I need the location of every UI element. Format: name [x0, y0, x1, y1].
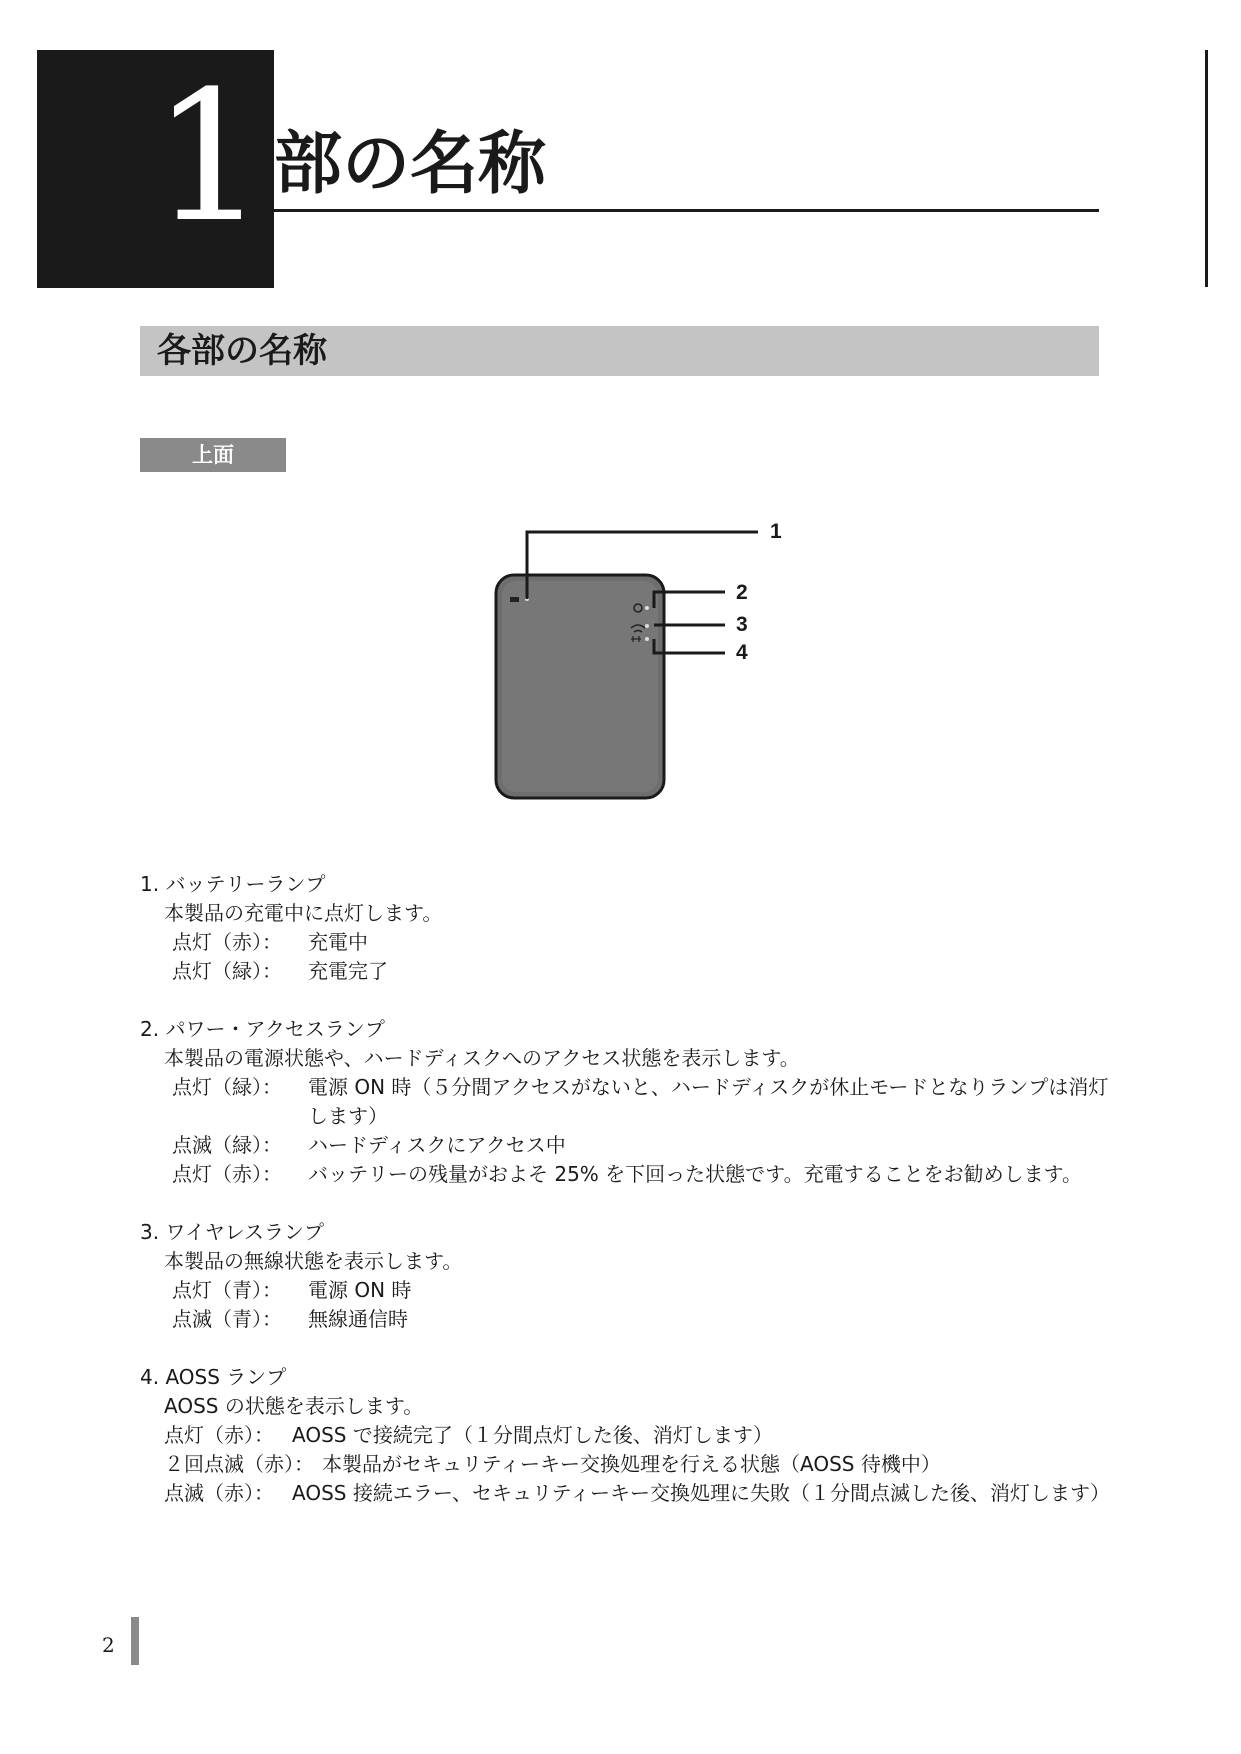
chapter-title: 部の名称: [274, 125, 547, 204]
state-text: 充電中: [308, 930, 368, 954]
state-row: [140, 1450, 1110, 1479]
state-text: ハードディスクにアクセス中: [308, 1133, 566, 1157]
state-label: 点灯（赤）：: [164, 1423, 274, 1447]
state-row: [140, 1160, 1110, 1189]
item-description: 本製品の充電中に点灯します。: [164, 901, 443, 925]
callout-3: 3: [736, 613, 748, 636]
state-text: 電源 ON 時: [308, 1278, 412, 1302]
item-battery-lamp: [140, 870, 1110, 986]
state-label: 点灯（青）：: [172, 1278, 282, 1302]
state-label: 点灯（緑）：: [172, 959, 282, 983]
state-row: [140, 1131, 1110, 1160]
state-row: [140, 928, 1110, 957]
state-text: バッテリーの残量がおよそ 25% を下回った状態です。充電することをお勧めします。: [308, 1162, 1082, 1186]
item-aoss-lamp: [140, 1363, 1110, 1508]
state-row: [140, 1305, 1110, 1334]
state-label: 点灯（緑）：: [172, 1075, 282, 1099]
item-description: AOSS の状態を表示します。: [164, 1394, 424, 1418]
page-number: 2: [102, 1633, 115, 1657]
device-diagram: [480, 515, 800, 815]
state-row: [140, 1421, 1110, 1450]
state-label: 点灯（赤）：: [172, 930, 282, 954]
state-text: 本製品がセキュリティーキー交換処理を行える状態（AOSS 待機中）: [322, 1452, 941, 1476]
state-label: ２回点滅（赤）：: [164, 1452, 314, 1476]
state-label: 点滅（赤）：: [164, 1481, 274, 1505]
state-text: 無線通信時: [308, 1307, 408, 1331]
wireless-lamp: [645, 624, 649, 628]
state-label: 点滅（緑）：: [172, 1133, 282, 1157]
state-text: 電源 ON 時（５分間アクセスがないと、ハードディスクが休止モードとなりランプは消灯します）: [308, 1075, 1109, 1128]
state-row: [140, 1073, 1110, 1131]
section-title: 各部の名称: [157, 331, 327, 371]
callout-4: 4: [736, 641, 748, 664]
state-row: [140, 1479, 1110, 1508]
state-text: AOSS 接続エラー、セキュリティーキー交換処理に失敗（１分間点滅した後、消灯します）: [292, 1481, 1111, 1505]
item-description: 本製品の無線状態を表示します。: [164, 1249, 463, 1273]
chapter-number: 1: [152, 53, 267, 262]
state-label: 点灯（赤）：: [172, 1162, 282, 1186]
edge-rule: [1205, 50, 1208, 287]
state-text: AOSS で接続完了（１分間点灯した後、消灯します）: [292, 1423, 773, 1447]
item-title: 3. ワイヤレスランプ: [140, 1220, 325, 1244]
callout-1: 1: [770, 520, 782, 543]
item-description: 本製品の電源状態や、ハードディスクへのアクセス状態を表示します。: [164, 1046, 800, 1070]
battery-icon: [510, 597, 519, 602]
item-power-access-lamp: [140, 1015, 1110, 1189]
callout-2: 2: [736, 581, 748, 604]
item-list: [140, 870, 1110, 1537]
item-title: 2. パワー・アクセスランプ: [140, 1017, 385, 1041]
state-label: 点滅（青）：: [172, 1307, 282, 1331]
chapter-rule: [274, 209, 1099, 212]
item-wireless-lamp: [140, 1218, 1110, 1334]
aoss-lamp: [645, 637, 649, 641]
item-title: 4. AOSS ランプ: [140, 1365, 287, 1389]
view-tag: 上面: [140, 438, 286, 472]
state-row: [140, 1276, 1110, 1305]
device-face: [502, 581, 658, 792]
state-row: [140, 957, 1110, 986]
item-title: 1. バッテリーランプ: [140, 872, 326, 896]
power-lamp: [645, 606, 649, 610]
state-text: 充電完了: [308, 959, 388, 983]
page-bar: [131, 1617, 139, 1665]
